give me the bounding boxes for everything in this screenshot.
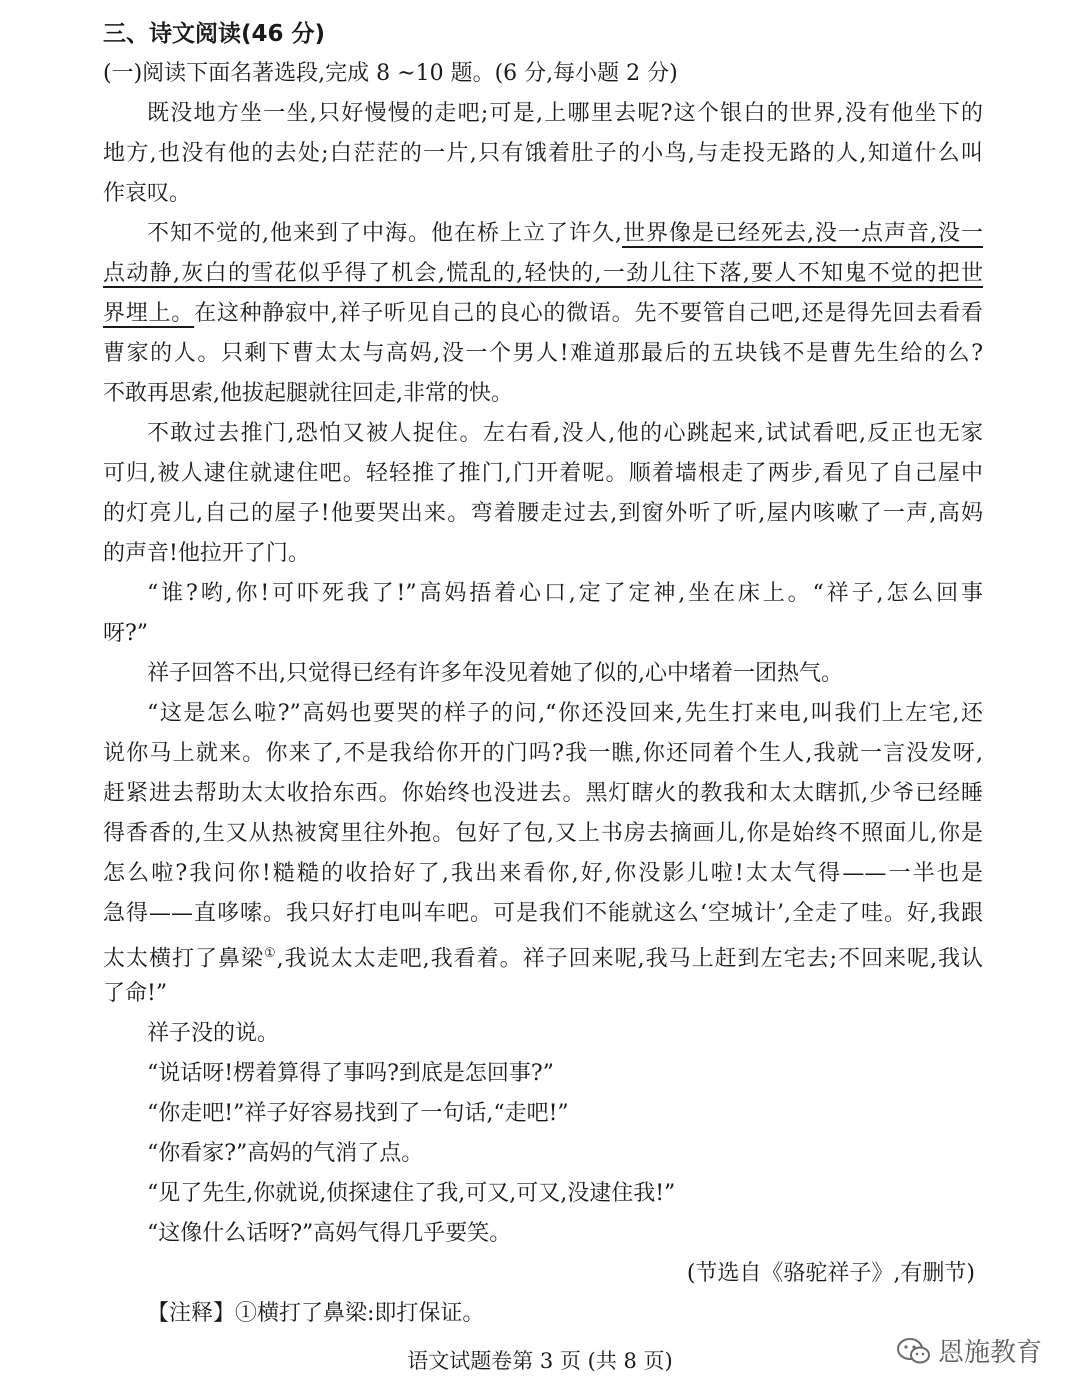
passage-line: [103, 294, 983, 334]
footnote-marker: ①: [264, 946, 277, 961]
passage-line: “见了先生,你就说,侦探逮住了我,可又,可又,没逮住我!”: [147, 1181, 676, 1206]
underlined-sentence: 界埋上。: [103, 301, 195, 326]
watermark: [896, 1332, 1042, 1369]
source-note: (节选自《骆驼祥子》,有删节): [686, 1261, 975, 1286]
passage-text: 不知不觉的,他来到了中海。他在桥上立了许久,: [147, 221, 622, 246]
passage-line: 得香香的,生又从热被窝里往外抱。包好了包,又上书房去摘画儿,你是始终不照面儿,你是: [103, 821, 983, 846]
watermark-text: 恩施教育: [937, 1338, 1042, 1368]
passage-text: 太太横打了鼻梁: [103, 946, 264, 972]
exam-page: [103, 14, 983, 1334]
passage-line: “你走吧!”祥子好容易找到了一句话,“走吧!”: [147, 1101, 569, 1126]
underlined-sentence: 点动静,灰白的雪花似乎得了机会,慌乱的,轻快的,一劲儿往下落,要人不知鬼不觉的把世: [103, 261, 983, 286]
passage-line: “说话呀!楞着算得了事吗?到底是怎回事?”: [147, 1061, 554, 1086]
passage-line: 既没地方坐一坐,只好慢慢的走吧;可是,上哪里去呢?这个银白的世界,没有他坐下的: [147, 101, 983, 126]
passage-line: 作哀叹。: [103, 181, 192, 206]
passage-line: 说你马上就来。你来了,不是我给你开的门吗?我一瞧,你还同着个生人,我就一言没发呀,: [103, 741, 983, 766]
passage-line: 祥子回答不出,只觉得已经有许多年没见着她了似的,心中堵着一团热气。: [147, 661, 843, 686]
passage-line: “这是怎么啦?”高妈也要哭的样子的问,“你还没回来,先生打来电,叫我们上左宅,还: [147, 701, 983, 726]
wechat-icon: [896, 1337, 932, 1365]
annotation: 【注释】①横打了鼻梁:即打保证。: [147, 1301, 485, 1326]
passage-line: 急得——直哆嗦。我只好打电叫车吧。可是我们不能就这么‘空城计’,全走了哇。好,我跟: [103, 901, 983, 926]
passage-line: 不敢过去推门,恐怕又被人捉住。左右看,没人,他的心跳起来,试试看吧,反正也无家: [147, 421, 983, 446]
passage-line: 可归,被人逮住就逮住吧。轻轻推了推门,门开着呢。顺着墙根走了两步,看见了自己屋中: [103, 461, 983, 486]
passage-line: [103, 934, 983, 974]
question-instruction: (一)阅读下面名著选段,完成 8 ~10 题。(6 分,每小题 2 分): [103, 61, 678, 86]
passage-line: 呀?”: [103, 621, 149, 646]
passage-line: “谁?哟,你!可吓死我了!”高妈捂着心口,定了定神,坐在床上。“祥子,怎么回事: [147, 581, 983, 606]
passage-line: “你看家?”高妈的气消了点。: [147, 1141, 424, 1166]
passage-line: 了命!”: [103, 981, 168, 1006]
passage-line: 祥子没的说。: [147, 1021, 280, 1046]
passage-text: 在这种静寂中,祥子听见自己的良心的微语。先不要管自己吧,还是得先回去看看: [194, 301, 983, 326]
section-heading: 三、诗文阅读(46 分): [103, 21, 326, 47]
passage-line: [103, 254, 983, 294]
passage-line: 赶紧进去帮助太太收拾东西。你始终也没进去。黑灯瞎火的教我和太太瞎抓,少爷已经睡: [103, 781, 983, 806]
passage-line: 的灯亮儿,自己的屋子!他要哭出来。弯着腰走过去,到窗外听了听,屋内咳嗽了一声,高妈: [103, 501, 983, 526]
passage-line: 地方,也没有他的去处;白茫茫的一片,只有饿着肚子的小鸟,与走投无路的人,知道什么叫: [103, 141, 983, 166]
passage-line: 的声音!他拉开了门。: [103, 541, 310, 566]
page-footer: 语文试题卷第 3 页 (共 8 页): [407, 1349, 673, 1373]
passage-text: ,我说太太走吧,我看着。祥子回来呢,我马上赶到左宅去;不回来呢,我认: [276, 946, 983, 972]
underlined-sentence: 世界像是已经死去,没一点声音,没一: [622, 221, 983, 246]
passage-line: “这像什么话呀?”高妈气得几乎要笑。: [147, 1221, 512, 1246]
passage-line: 怎么啦?我问你!糙糙的收拾好了,我出来看你,好,你没影儿啦!太太气得——一半也是: [103, 861, 983, 886]
passage-line: 不敢再思索,他拔起腿就往回走,非常的快。: [103, 381, 513, 406]
passage-line: 曹家的人。只剩下曹太太与高妈,没一个男人!难道那最后的五块钱不是曹先生给的么?: [103, 341, 983, 366]
passage-line: [103, 214, 983, 254]
